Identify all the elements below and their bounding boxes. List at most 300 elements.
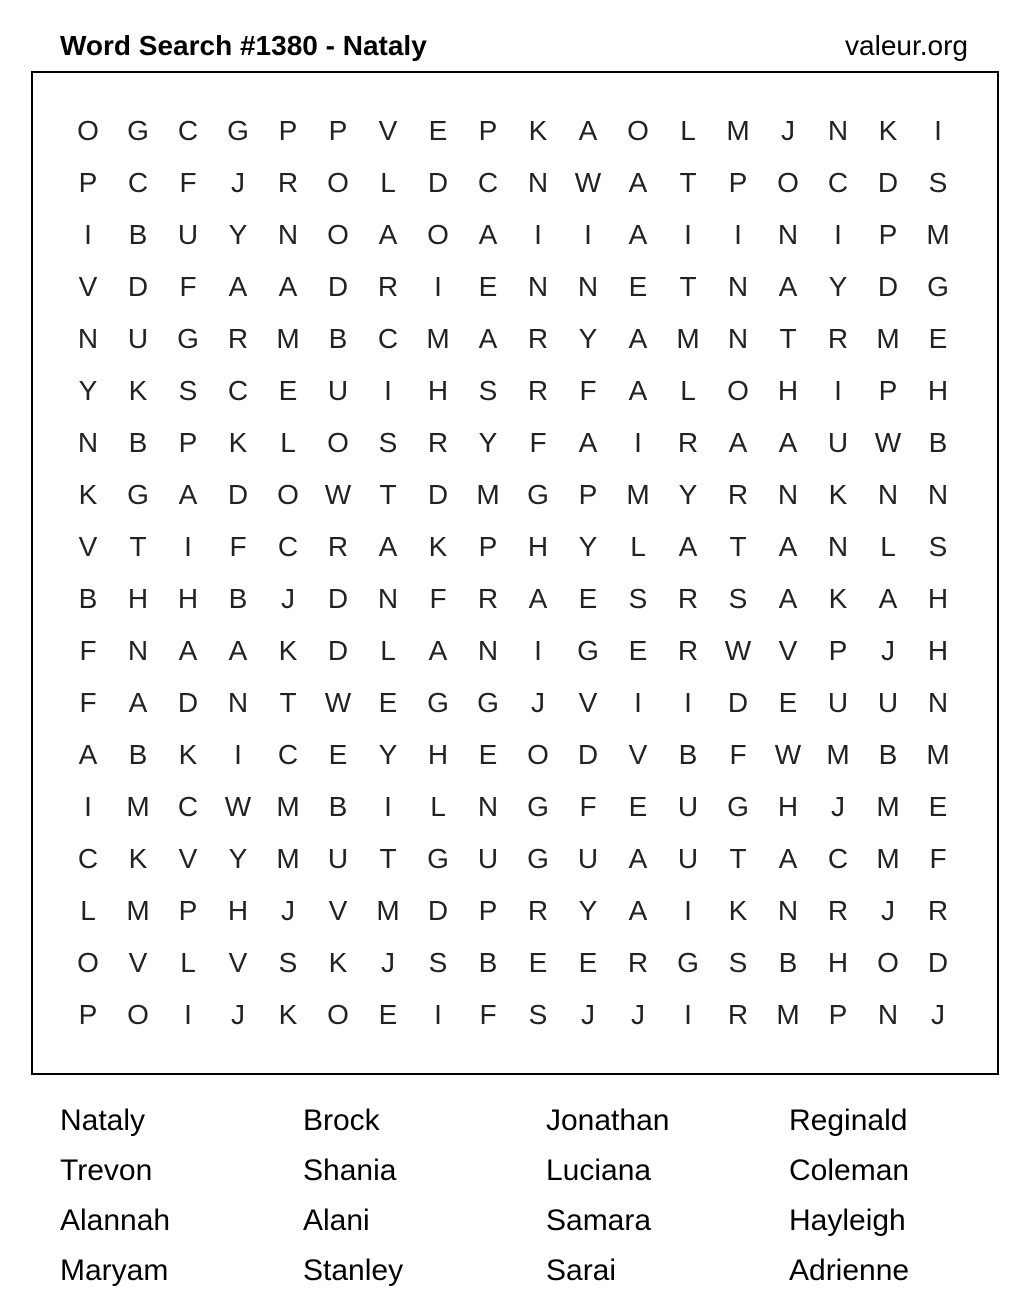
grid-letter: A (278, 271, 298, 302)
grid-letter: J (781, 115, 795, 146)
grid-letter: M (476, 479, 500, 510)
grid-letter: Y (378, 739, 398, 770)
grid-letter: P (278, 115, 298, 146)
grid-letter: M (126, 791, 150, 822)
grid-letter: V (228, 947, 248, 978)
grid-letter: W (874, 427, 902, 458)
grid-letter: F (579, 375, 597, 406)
grid-letter: M (626, 479, 650, 510)
word-list-item: Nataly (60, 1104, 146, 1137)
grid-letter: I (534, 635, 542, 666)
grid-letter: D (327, 635, 349, 666)
grid-letter: H (827, 947, 849, 978)
grid-letter: I (634, 687, 642, 718)
grid-letter: N (377, 583, 399, 614)
grid-letter: A (628, 219, 648, 250)
grid-letter: U (127, 323, 149, 354)
grid-letter: O (777, 167, 799, 198)
grid-letter: M (876, 843, 900, 874)
grid-letter: F (479, 999, 497, 1030)
grid-letter: S (178, 375, 198, 406)
grid-letter: J (581, 999, 595, 1030)
grid-letter: R (527, 895, 549, 926)
grid-letter: K (528, 115, 548, 146)
grid-letter: H (927, 635, 949, 666)
grid-letter: K (228, 427, 248, 458)
grid-letter: P (878, 219, 898, 250)
grid-letter: M (276, 323, 300, 354)
word-list-item: Alannah (60, 1204, 171, 1237)
grid-letter: V (78, 271, 98, 302)
grid-letter: B (678, 739, 698, 770)
grid-letter: O (427, 219, 449, 250)
grid-letter: E (778, 687, 798, 718)
grid-letter: I (184, 531, 192, 562)
grid-letter: A (778, 271, 798, 302)
grid-letter: Y (78, 375, 98, 406)
grid-letter: D (427, 479, 449, 510)
grid-letter: R (527, 375, 549, 406)
grid-letter: B (778, 947, 798, 978)
grid-letter: B (928, 427, 948, 458)
grid-letter: M (876, 323, 900, 354)
grid-letter: O (77, 115, 99, 146)
grid-letter: J (831, 791, 845, 822)
grid-letter: S (528, 999, 548, 1030)
grid-letter: L (430, 791, 446, 822)
grid-letter: C (277, 739, 299, 770)
grid-letter: M (276, 843, 300, 874)
grid-letter: A (228, 271, 248, 302)
word-list-item: Jonathan (546, 1104, 670, 1137)
grid-letter: G (527, 479, 549, 510)
grid-letter: K (328, 947, 348, 978)
grid-letter: T (379, 843, 397, 874)
grid-letter: O (877, 947, 899, 978)
word-list-item: Hayleigh (789, 1204, 906, 1237)
grid-letter: V (328, 895, 348, 926)
grid-letter: N (827, 115, 849, 146)
grid-letter: J (281, 583, 295, 614)
grid-letter: F (179, 167, 197, 198)
grid-letter: A (228, 635, 248, 666)
word-list-item: Shania (303, 1154, 397, 1187)
grid-letter: G (427, 687, 449, 718)
grid-letter: K (178, 739, 198, 770)
grid-letter: C (177, 115, 199, 146)
grid-letter: M (376, 895, 400, 926)
grid-letter: K (728, 895, 748, 926)
grid-letter: C (377, 323, 399, 354)
grid-letter: M (926, 219, 950, 250)
grid-letter: Y (578, 895, 598, 926)
grid-letter: R (727, 479, 749, 510)
grid-letter: I (584, 219, 592, 250)
word-list-item: Reginald (789, 1104, 908, 1137)
grid-letter: P (728, 167, 748, 198)
grid-letter: J (931, 999, 945, 1030)
grid-letter: W (324, 479, 352, 510)
grid-letter: K (128, 375, 148, 406)
grid-letter: A (628, 323, 648, 354)
grid-letter: T (679, 167, 697, 198)
grid-letter: A (778, 427, 798, 458)
grid-letter: E (378, 999, 398, 1030)
grid-letter: J (281, 895, 295, 926)
grid-letter: E (628, 635, 648, 666)
grid-letter: S (278, 947, 298, 978)
grid-letter: N (477, 635, 499, 666)
grid-letter: K (878, 115, 898, 146)
grid-letter: A (178, 479, 198, 510)
grid-letter: P (478, 115, 498, 146)
grid-letter: C (277, 531, 299, 562)
grid-letter: S (928, 167, 948, 198)
grid-letter: H (227, 895, 249, 926)
grid-letter: D (877, 271, 899, 302)
word-list-item: Coleman (789, 1154, 910, 1187)
grid-letter: L (680, 375, 696, 406)
grid-letter: R (227, 323, 249, 354)
grid-letter: A (128, 687, 148, 718)
grid-letter: F (929, 843, 947, 874)
grid-letter: T (129, 531, 147, 562)
grid-letter: W (574, 167, 602, 198)
grid-letter: R (677, 583, 699, 614)
grid-letter: M (276, 791, 300, 822)
grid-letter: D (877, 167, 899, 198)
grid-letter: I (634, 427, 642, 458)
grid-letter: U (827, 427, 849, 458)
grid-letter: G (727, 791, 749, 822)
grid-letter: L (380, 167, 396, 198)
grid-letter: F (229, 531, 247, 562)
grid-letter: G (527, 791, 549, 822)
grid-letter: G (527, 843, 549, 874)
grid-letter: U (827, 687, 849, 718)
word-list (60, 1096, 1000, 1296)
grid-letter: S (428, 947, 448, 978)
grid-letter: G (577, 635, 599, 666)
grid-letter: V (78, 531, 98, 562)
grid-letter: P (78, 167, 98, 198)
grid-letter: R (277, 167, 299, 198)
word-list-item: Adrienne (789, 1254, 910, 1287)
grid-letter: G (477, 687, 499, 718)
grid-letter: R (727, 999, 749, 1030)
grid-letter: E (478, 271, 498, 302)
grid-letter: E (328, 739, 348, 770)
grid-letter: B (78, 583, 98, 614)
grid-letter: B (328, 323, 348, 354)
grid-letter: T (729, 531, 747, 562)
grid-letter: N (927, 687, 949, 718)
grid-letter: N (777, 895, 799, 926)
grid-letter: R (477, 583, 499, 614)
grid-letter: A (578, 427, 598, 458)
grid-letter: A (628, 843, 648, 874)
grid-letter: L (80, 895, 96, 926)
grid-letter: C (177, 791, 199, 822)
grid-letter: A (378, 531, 398, 562)
grid-letter: W (224, 791, 252, 822)
grid-letter: C (827, 843, 849, 874)
grid-letter: E (928, 323, 948, 354)
grid-letter: I (834, 375, 842, 406)
grid-letter: A (778, 531, 798, 562)
grid-letter: H (177, 583, 199, 614)
grid-letter: P (578, 479, 598, 510)
grid-letter: L (280, 427, 296, 458)
grid-letter: A (778, 843, 798, 874)
grid-letter: U (327, 843, 349, 874)
grid-letter: K (828, 479, 848, 510)
grid-letter: I (834, 219, 842, 250)
grid-letter: D (927, 947, 949, 978)
grid-letter: C (227, 375, 249, 406)
grid-letter: P (878, 375, 898, 406)
grid-letter: H (527, 531, 549, 562)
grid-letter: U (477, 843, 499, 874)
grid-letter: H (427, 375, 449, 406)
word-list-item: Brock (303, 1104, 380, 1137)
grid-letter: P (178, 895, 198, 926)
grid-letter: B (228, 583, 248, 614)
grid-letter: P (78, 999, 98, 1030)
grid-letter: E (628, 791, 648, 822)
grid-letter: A (628, 167, 648, 198)
word-list-item: Stanley (303, 1254, 404, 1287)
grid-letter: N (877, 999, 899, 1030)
grid-letter: B (128, 739, 148, 770)
grid-letter: F (729, 739, 747, 770)
grid-letter: H (927, 375, 949, 406)
grid-letter: A (428, 635, 448, 666)
grid-letter: R (927, 895, 949, 926)
grid-letter: I (684, 999, 692, 1030)
grid-letter: O (277, 479, 299, 510)
grid-letter: K (278, 635, 298, 666)
grid-letter: E (278, 375, 298, 406)
grid-letter: I (84, 791, 92, 822)
grid-letter: A (628, 895, 648, 926)
grid-letter: V (378, 115, 398, 146)
grid-letter: D (227, 479, 249, 510)
grid-letter: H (927, 583, 949, 614)
grid-letter: V (628, 739, 648, 770)
grid-letter: K (128, 843, 148, 874)
grid-letter: J (881, 635, 895, 666)
grid-letter: R (677, 427, 699, 458)
grid-letter: L (880, 531, 896, 562)
grid-letter: A (878, 583, 898, 614)
grid-letter: I (234, 739, 242, 770)
grid-letter: N (577, 271, 599, 302)
grid-letter: S (728, 583, 748, 614)
grid-letter: G (677, 947, 699, 978)
grid-letter: B (128, 427, 148, 458)
grid-letter: C (827, 167, 849, 198)
grid-letter: F (79, 687, 97, 718)
grid-letter: W (774, 739, 802, 770)
grid-letter: B (128, 219, 148, 250)
grid-letter: I (384, 791, 392, 822)
grid-letter: B (478, 947, 498, 978)
grid-letter: N (777, 219, 799, 250)
grid-letter: D (427, 167, 449, 198)
grid-letter: T (679, 271, 697, 302)
grid-letter: I (684, 219, 692, 250)
grid-letter: Y (828, 271, 848, 302)
grid-letter: M (776, 999, 800, 1030)
grid-letter: P (328, 115, 348, 146)
grid-letter: K (278, 999, 298, 1030)
grid-letter: I (184, 999, 192, 1030)
grid-letter: Y (478, 427, 498, 458)
grid-letter: V (778, 635, 798, 666)
grid-letter: A (478, 323, 498, 354)
grid-letter: K (78, 479, 98, 510)
grid-letter: E (478, 739, 498, 770)
grid-letter: A (378, 219, 398, 250)
grid-letter: G (127, 479, 149, 510)
grid-letter: N (727, 271, 749, 302)
grid-letter: O (527, 739, 549, 770)
grid-letter: T (379, 479, 397, 510)
grid-letter: J (631, 999, 645, 1030)
grid-letter: M (426, 323, 450, 354)
grid-letter: V (578, 687, 598, 718)
grid-letter: Y (228, 219, 248, 250)
grid-letter: P (178, 427, 198, 458)
grid-letter: M (726, 115, 750, 146)
grid-letter: N (527, 167, 549, 198)
grid-letter: N (877, 479, 899, 510)
grid-letter: L (680, 115, 696, 146)
grid-letter: J (231, 167, 245, 198)
grid-letter: L (630, 531, 646, 562)
grid-letter: G (927, 271, 949, 302)
grid-letter: A (478, 219, 498, 250)
grid-letter: A (678, 531, 698, 562)
grid-letter: H (427, 739, 449, 770)
grid-letter: D (327, 583, 349, 614)
grid-letter: I (734, 219, 742, 250)
grid-letter: D (177, 687, 199, 718)
grid-letter: Y (578, 531, 598, 562)
grid-letter: O (327, 999, 349, 1030)
grid-letter: M (926, 739, 950, 770)
grid-letter: N (227, 687, 249, 718)
grid-letter: F (429, 583, 447, 614)
grid-letter: K (428, 531, 448, 562)
grid-letter: F (579, 791, 597, 822)
grid-letter: A (628, 375, 648, 406)
grid-letter: O (327, 427, 349, 458)
grid-letter: E (578, 947, 598, 978)
grid-letter: E (378, 687, 398, 718)
grid-letter: B (328, 791, 348, 822)
grid-letter: P (478, 531, 498, 562)
grid-letter: P (828, 999, 848, 1030)
grid-letter: H (777, 791, 799, 822)
grid-letter: K (828, 583, 848, 614)
grid-letter: O (327, 219, 349, 250)
word-list-item: Luciana (546, 1154, 652, 1187)
grid-letter: D (127, 271, 149, 302)
grid-letter: N (77, 323, 99, 354)
grid-letter: T (779, 323, 797, 354)
grid-letter: R (427, 427, 449, 458)
grid-letter: I (684, 687, 692, 718)
grid-letter: I (934, 115, 942, 146)
grid-letter: Y (228, 843, 248, 874)
grid-letter: C (77, 843, 99, 874)
grid-letter: A (578, 115, 598, 146)
grid-letter: U (677, 791, 699, 822)
grid-letter: S (378, 427, 398, 458)
letter-grid (63, 105, 963, 1041)
grid-letter: E (578, 583, 598, 614)
grid-letter: G (127, 115, 149, 146)
grid-letter: O (127, 999, 149, 1030)
grid-letter: N (127, 635, 149, 666)
grid-letter: S (728, 947, 748, 978)
grid-letter: I (434, 271, 442, 302)
grid-letter: J (531, 687, 545, 718)
grid-letter: R (827, 895, 849, 926)
grid-letter: G (227, 115, 249, 146)
grid-letter: J (231, 999, 245, 1030)
grid-letter: N (827, 531, 849, 562)
word-list-item: Sarai (546, 1254, 617, 1287)
grid-letter: Y (578, 323, 598, 354)
word-list-item: Trevon (60, 1154, 153, 1187)
grid-letter: P (828, 635, 848, 666)
grid-letter: D (727, 687, 749, 718)
grid-letter: I (534, 219, 542, 250)
grid-letter: F (179, 271, 197, 302)
grid-letter: I (684, 895, 692, 926)
grid-letter: L (380, 635, 396, 666)
grid-letter: S (628, 583, 648, 614)
grid-letter: R (527, 323, 549, 354)
grid-letter: R (327, 531, 349, 562)
grid-letter: F (529, 427, 547, 458)
grid-letter: U (877, 687, 899, 718)
grid-letter: N (277, 219, 299, 250)
grid-letter: C (127, 167, 149, 198)
grid-letter: B (878, 739, 898, 770)
grid-letter: A (78, 739, 98, 770)
grid-letter: H (777, 375, 799, 406)
grid-letter: G (177, 323, 199, 354)
puzzle-title: Word Search #1380 - Nataly (60, 30, 427, 61)
grid-letter: U (327, 375, 349, 406)
grid-letter: U (177, 219, 199, 250)
grid-letter: M (676, 323, 700, 354)
grid-letter: C (477, 167, 499, 198)
grid-letter: U (577, 843, 599, 874)
grid-letter: I (84, 219, 92, 250)
grid-letter: J (881, 895, 895, 926)
grid-letter: F (79, 635, 97, 666)
grid-letter: S (478, 375, 498, 406)
grid-letter: N (777, 479, 799, 510)
grid-letter: E (528, 947, 548, 978)
grid-letter: J (381, 947, 395, 978)
grid-letter: M (826, 739, 850, 770)
